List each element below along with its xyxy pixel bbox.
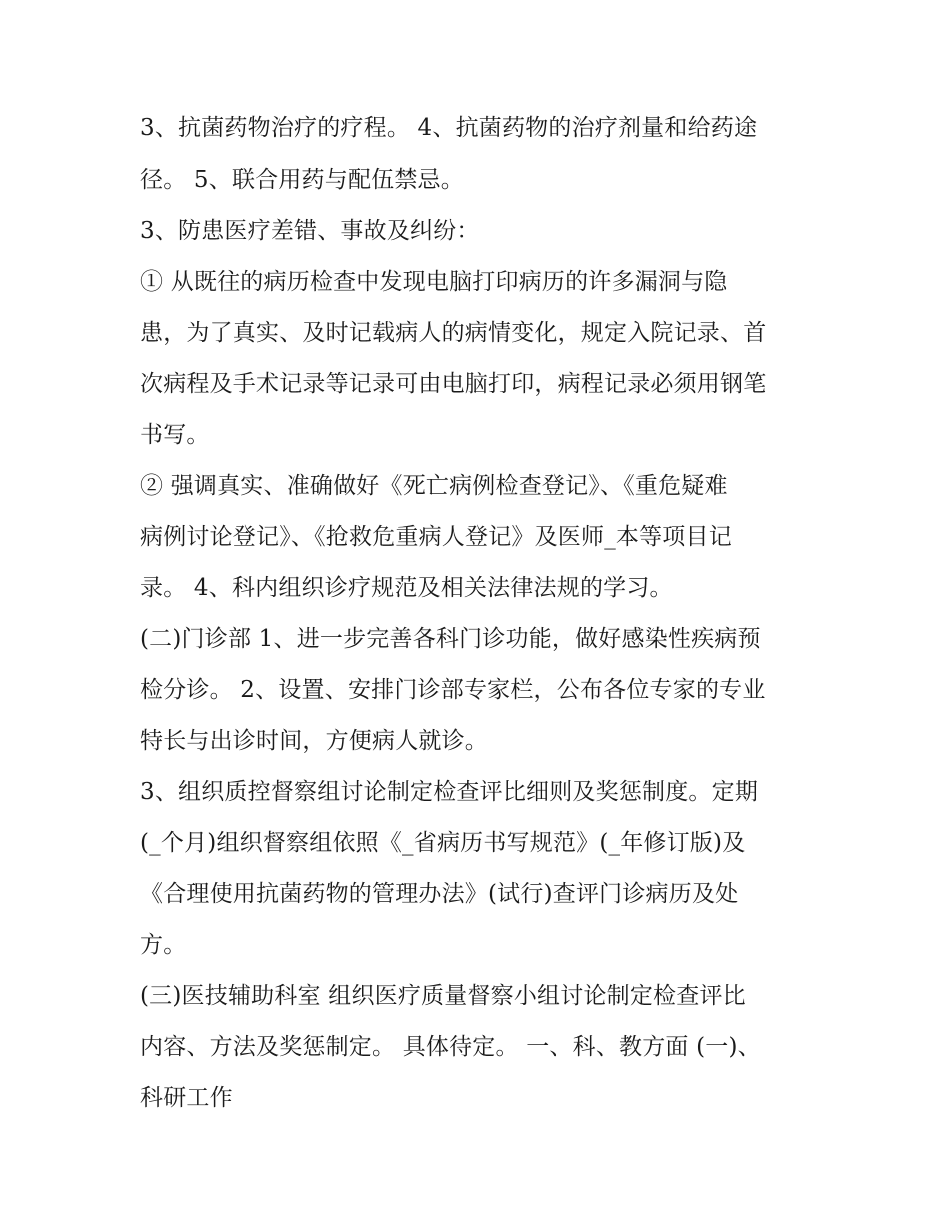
text-line: 3、防患医疗差错、事故及纠纷： <box>140 218 480 244</box>
text-line: (三)医技辅助科室 组织医疗质量督察小组讨论制定检查评比 <box>140 983 746 1009</box>
text-line: 径。 5、联合用药与配伍禁忌。 <box>140 167 464 193</box>
text-line: (二)门诊部 1、进一步完善各科门诊功能，做好感染性疾病预 <box>140 626 761 652</box>
text-line: 科研工作 <box>140 1085 233 1111</box>
text-line: 书写。 <box>140 422 210 448</box>
text-line: 方。 <box>140 932 187 958</box>
text-line: 录。 4、科内组织诊疗规范及相关法律法规的学习。 <box>140 575 673 601</box>
text-line: 次病程及手术记录等记录可由电脑打印，病程记录必须用钢笔 <box>140 371 767 397</box>
text-line: ① 从既往的病历检查中发现电脑打印病历的许多漏洞与隐 <box>140 269 728 295</box>
text-line: 3、抗菌药物治疗的疗程。 4、抗菌药物的治疗剂量和给药途 <box>140 115 758 141</box>
text-line: 病例讨论登记》、《抢救危重病人登记》及医师_本等项目记 <box>140 524 732 550</box>
text-line: (_个月)组织督察组依照《_省病历书写规范》(_年修订版)及 <box>140 830 746 856</box>
text-line: ② 强调真实、准确做好《死亡病例检查登记》、《重危疑难 <box>140 473 728 499</box>
text-line: 3、组织质控督察组讨论制定检查评比细则及奖惩制度。定期 <box>140 779 759 805</box>
text-line: 《合理使用抗菌药物的管理办法》(试行)查评门诊病历及处 <box>140 881 739 907</box>
text-line: 检分诊。 2、设置、安排门诊部专家栏，公布各位专家的专业 <box>140 677 766 703</box>
text-line: 内容、方法及奖惩制定。 具体待定。 一、科、教方面 (一)、 <box>140 1034 761 1060</box>
text-line: 特长与出诊时间，方便病人就诊。 <box>140 728 488 754</box>
text-line: 患，为了真实、及时记载病人的病情变化，规定入院记录、首 <box>140 320 767 346</box>
